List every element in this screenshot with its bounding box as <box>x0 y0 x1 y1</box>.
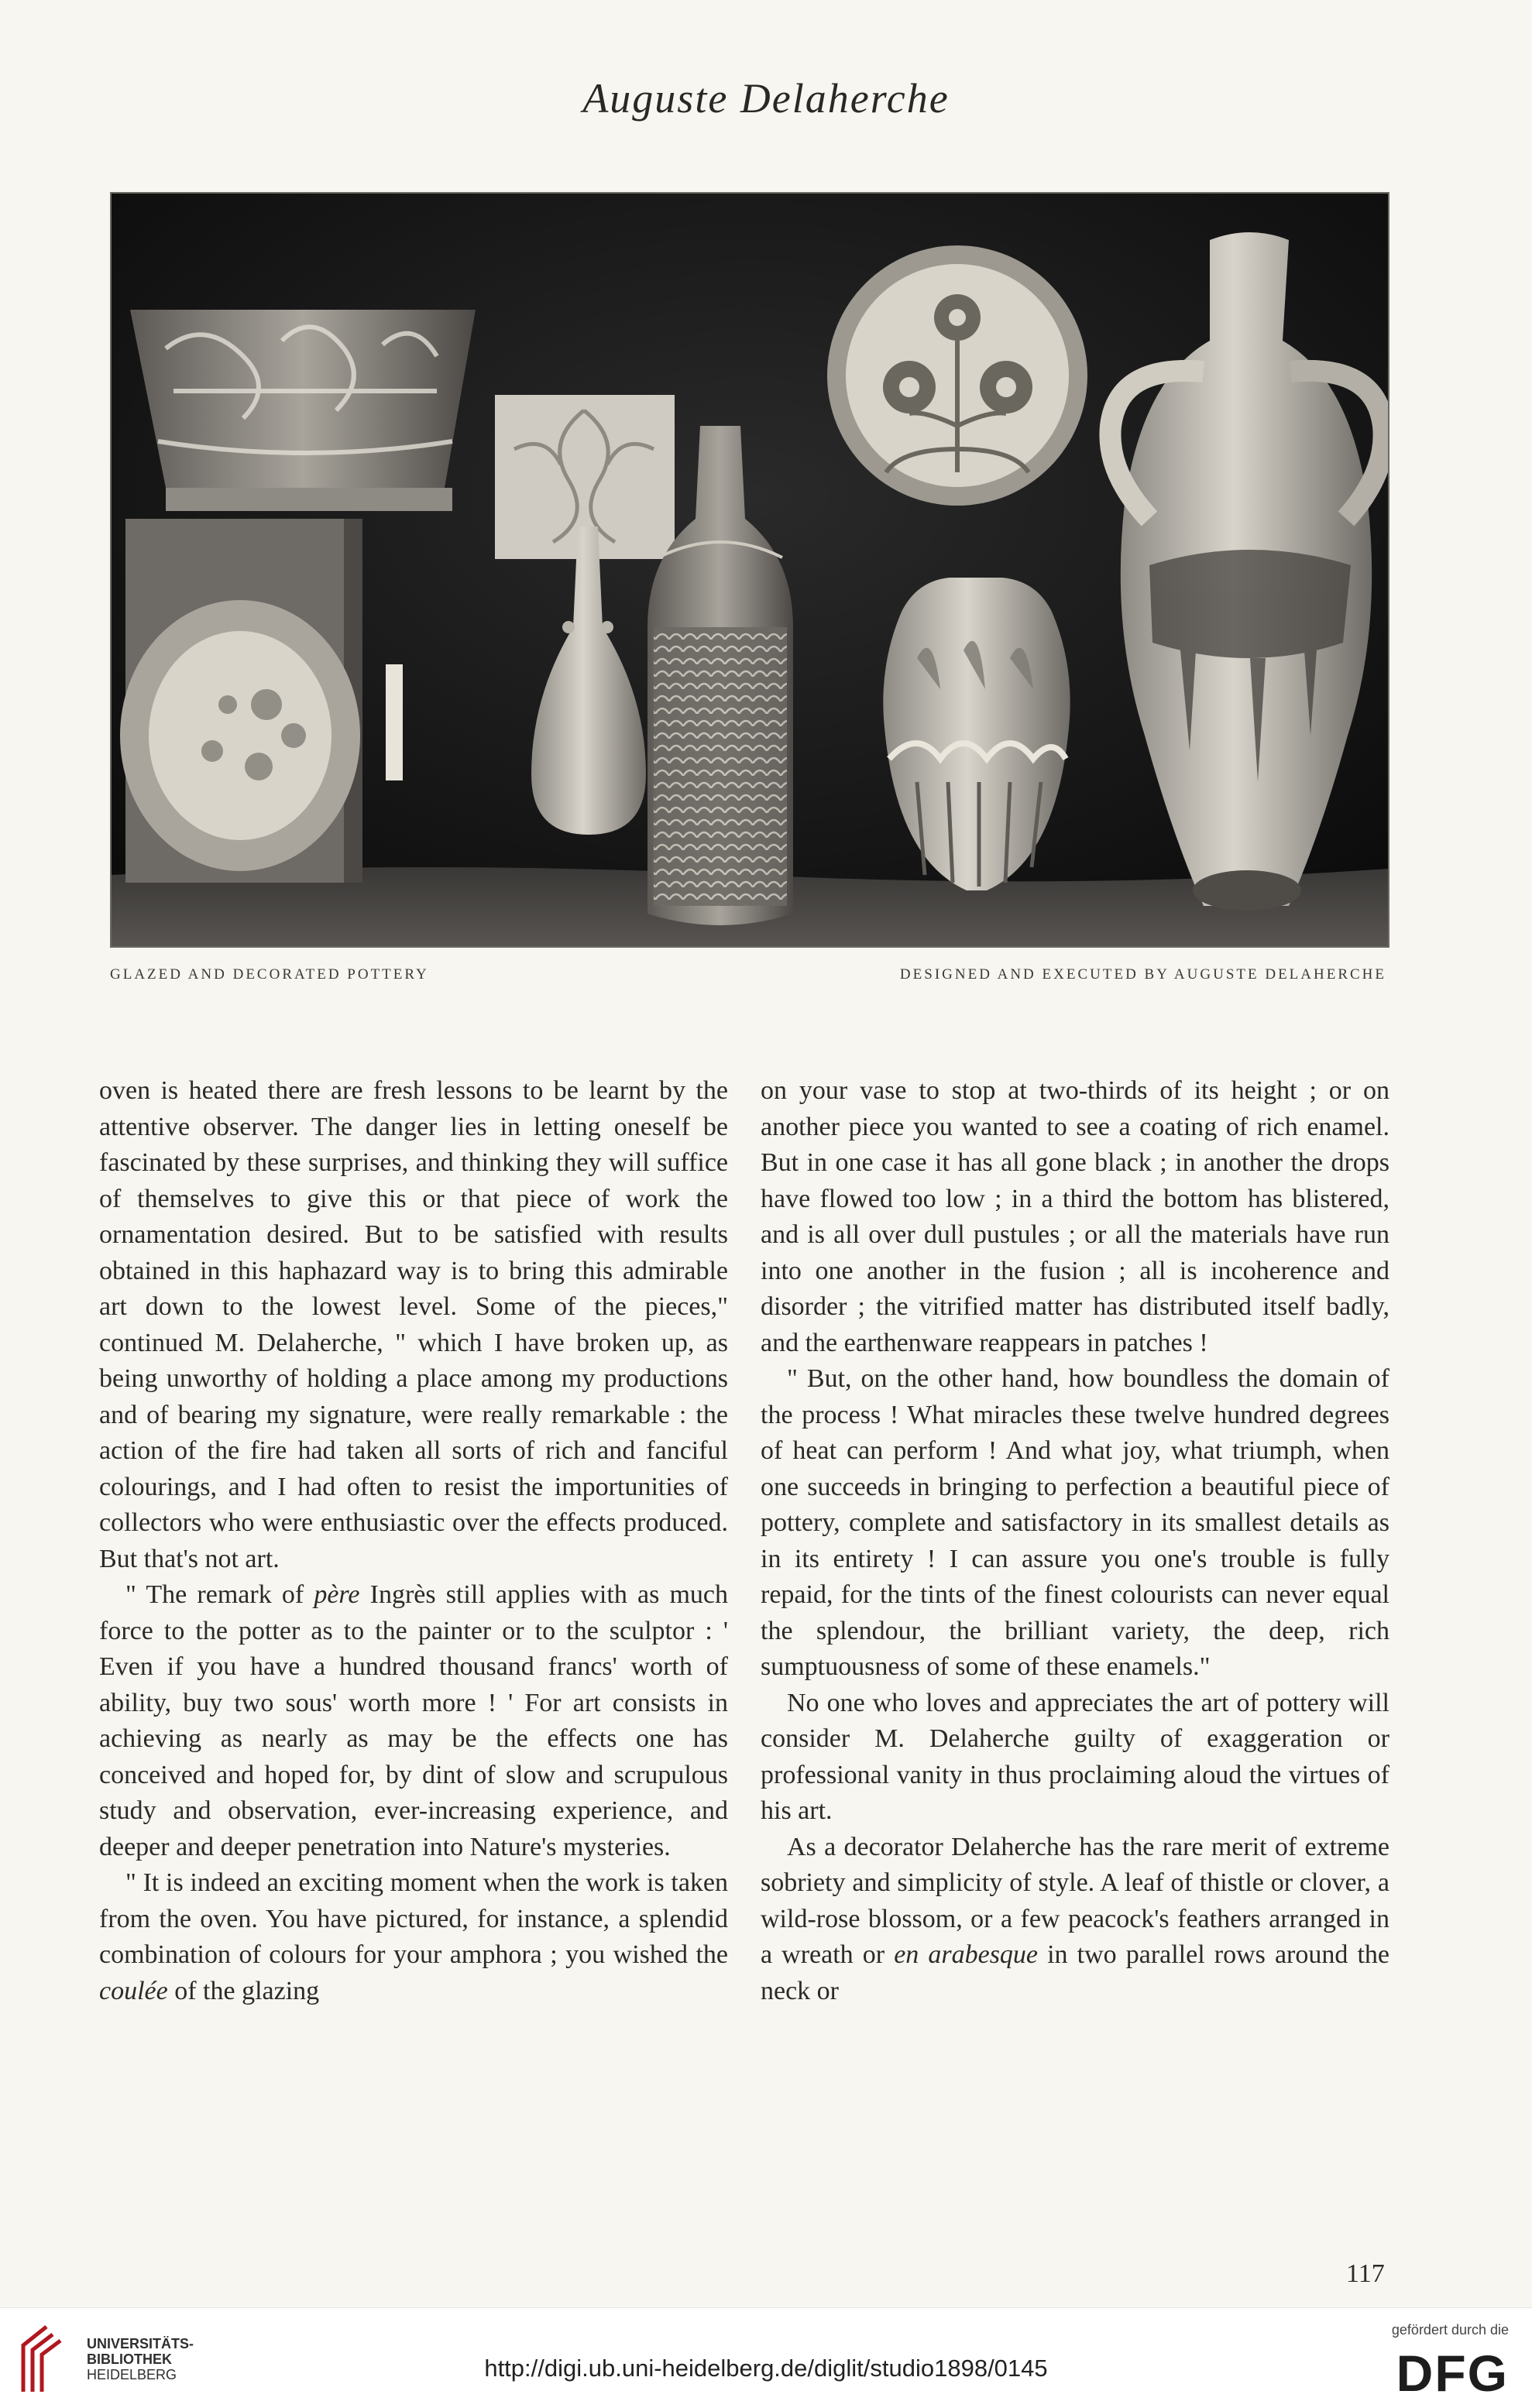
plate-caption-left: GLAZED AND DECORATED POTTERY <box>110 966 429 983</box>
paragraph: oven is heated there are fresh lessons to be learnt by the attentive observer. The danger lies in letting oneself be fascinated by these surprises, and thinking they will suffice of themselves to give this or that piece of work the ornamentation desired. But to be satisfied with results obtained in this haphazard way is to bring this admirable art down to the lowest level. Some of the pieces," continued M. Delaherche, " which I have broken up, as being unworthy of holding a place among my productions and of bearing my signature, were really remarkable : the action of the fire had taken all sorts of rich and fanciful colourings, and I had often to resist the importunities of collectors who were enthusiastic over the effects produced. But that's not art. <box>99 1076 728 1573</box>
text-column-right <box>761 1073 1389 2009</box>
paragraph: " It is indeed an exciting moment when the work is taken from the oven. You have pictured, for instance, a splendid combination of colours for your amphora ; you wished the coulée of the glazing <box>99 1868 728 2005</box>
plate-caption-right: DESIGNED AND EXECUTED BY AUGUSTE DELAHERCHE <box>899 966 1386 983</box>
running-title: Auguste Delaherche <box>582 75 950 122</box>
pottery-photograph <box>110 192 1389 948</box>
jardiniere-planter <box>130 310 476 511</box>
paragraph: As a decorator Delaherche has the rare merit of extreme sobriety and simplicity of style. A leaf of thistle or clover, a wild-rose blossom, or a few peacock's feathers arranged in a wreath or en arabesque in two parallel rows around the neck or <box>761 1832 1389 2005</box>
source-url-link[interactable]: http://digi.ub.uni-heidelberg.de/diglit/studio1898/0145 <box>484 2355 1048 2382</box>
digitization-footer <box>0 2307 1532 2408</box>
paragraph: No one who loves and appreciates the art of pottery will consider M. Delaherche guilty of exaggeration or professional vanity in thus proclaiming aloud the virtues of his art. <box>761 1688 1389 1825</box>
paragraph: " But, on the other hand, how boundless the domain of the process ! What miracles these twelve hundred degrees of heat can perform ! And what joy, what triumph, when one succeeds in bringing to perfection a beautiful piece of pottery, complete and satisfactory in its smallest details as in its entirety ! I can assure you one's trouble is fully repaid, for the tints of the finest colourists can never equal the splendour, the brilliant variety, the deep, rich sumptuousness of some of these enamels." <box>761 1364 1389 1681</box>
paragraph: " The remark of père Ingrès still applies with as much force to the potter as to the painter or to the sculptor : ' Even if you have a hundred thousand francs' worth of ability, buy two sous' worth more ! ' For art consists in achieving as nearly as may be the effects one has conceived and hoped for, by dint of slow and scrupulous study and observation, ever-increasing experience, and deeper and deeper penetration into Nature's mysteries. <box>99 1580 728 1861</box>
dfg-logo: DFG <box>1396 2345 1509 2402</box>
funded-by-label: gefördert durch die <box>1391 2322 1509 2338</box>
floral-wall-plate <box>827 245 1087 506</box>
paragraph: on your vase to stop at two-thirds of its height ; or on another piece you wanted to see a coating of rich enamel. But in one case it has all gone black ; in another the drops have flowed too low ; in a third the bottom has blistered, and is all over dull pustules ; or all the materials have run into one another in the fusion ; all is incoherence and disorder ; the vitrified matter has distributed itself badly, and the earthenware reappears in patches ! <box>761 1076 1389 1357</box>
decorated-plate <box>120 600 360 871</box>
page-number: 117 <box>1346 2259 1385 2288</box>
text-column-left <box>99 1073 728 2009</box>
library-name: UNIVERSITÄTS- BIBLIOTHEK HEIDELBERG <box>87 2336 194 2382</box>
